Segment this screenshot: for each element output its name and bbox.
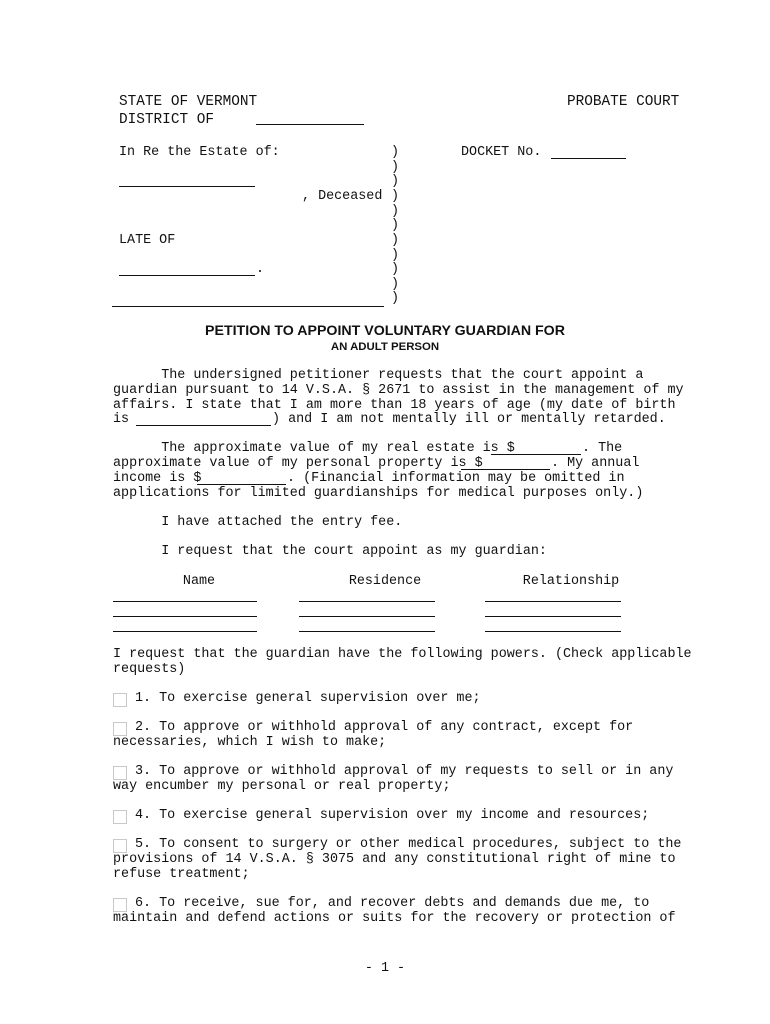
state-heading: STATE OF VERMONT: [119, 94, 258, 110]
paren: ): [391, 145, 400, 160]
entry-fee-statement: I have attached the entry fee.: [113, 515, 403, 530]
power-4-checkbox[interactable]: [113, 810, 127, 824]
appoint-statement: I request that the court appoint as my guardian:: [113, 544, 547, 559]
power-4-text: 4. To exercise general supervision over my income and resources;: [135, 808, 650, 823]
birthdate-blank[interactable]: [136, 425, 271, 426]
para1-line4-start: is: [113, 412, 130, 427]
para1-line3: affairs. I state that I am more than 18 years of age (my date of birth: [113, 398, 676, 413]
power-5-text: refuse treatment;: [113, 867, 250, 882]
power-6-text: maintain and defend actions or suits for the recovery or protection of: [113, 911, 676, 926]
power-2-text: necessaries, which I wish to make;: [113, 735, 387, 750]
para2-line3-end: . (Financial information may be omitted in: [287, 471, 625, 486]
paren: ): [391, 233, 400, 248]
guardian-residence-blank[interactable]: [299, 631, 435, 632]
power-5-text: 5. To consent to surgery or other medical procedures, subject to the: [135, 837, 682, 852]
late-of-label: LATE OF: [119, 233, 176, 248]
power-2-text: 2. To approve or withhold approval of any contract, except for: [135, 720, 634, 735]
para2-line3-start: income is $: [113, 471, 202, 486]
para1-line4-end: ) and I am not mentally ill or mentally retarded.: [272, 412, 666, 427]
paren: ): [391, 174, 400, 189]
personal-property-blank[interactable]: [461, 469, 550, 470]
para1-line1: The undersigned petitioner requests that the court appoint a: [113, 368, 644, 383]
power-2-checkbox[interactable]: [113, 722, 127, 736]
column-header-name: Name: [182, 574, 216, 589]
guardian-residence-blank[interactable]: [299, 601, 435, 602]
district-label: DISTRICT OF: [119, 112, 214, 128]
para1-line2: guardian pursuant to 14 V.S.A. § 2671 to assist in the management of my: [113, 383, 684, 398]
real-estate-blank[interactable]: [491, 454, 581, 455]
guardian-name-blank[interactable]: [113, 616, 257, 617]
powers-intro-line2: requests): [113, 662, 186, 677]
paren: ): [391, 218, 400, 233]
petition-title: PETITION TO APPOINT VOLUNTARY GUARDIAN FOR: [205, 323, 565, 339]
power-5-text: provisions of 14 V.S.A. § 3075 and any constitutional right of mine to: [113, 852, 676, 867]
guardian-residence-blank[interactable]: [299, 616, 435, 617]
power-1-checkbox[interactable]: [113, 693, 127, 707]
paren: ): [391, 248, 400, 263]
power-1-text: 1. To exercise general supervision over me;: [135, 691, 481, 706]
para2-line1-end: . The: [582, 441, 623, 456]
late-of-blank[interactable]: [119, 275, 255, 276]
power-6-text: 6. To receive, sue for, and recover debts and demands due me, to: [135, 896, 650, 911]
guardian-name-blank[interactable]: [113, 631, 257, 632]
power-3-text: 3. To approve or withhold approval of my requests to sell or in any: [135, 764, 674, 779]
in-re-label: In Re the Estate of:: [119, 145, 280, 160]
guardian-relationship-blank[interactable]: [485, 601, 621, 602]
docket-label: DOCKET No.: [461, 145, 542, 160]
court-heading: PROBATE COURT: [567, 94, 680, 110]
docket-blank[interactable]: [551, 158, 626, 159]
caption-bottom-rule: [112, 306, 384, 307]
para2-line4: applications for limited guardianships for medical purposes only.): [113, 486, 644, 501]
paren: ): [391, 189, 400, 204]
guardian-name-blank[interactable]: [113, 601, 257, 602]
paren: ): [391, 204, 400, 219]
estate-name-blank[interactable]: [119, 186, 255, 187]
guardian-relationship-blank[interactable]: [485, 631, 621, 632]
paren: ): [391, 277, 400, 292]
para2-line2-start: approximate value of my personal property is $: [113, 456, 483, 471]
para2-line1-start: The approximate value of my real estate is $: [113, 441, 515, 456]
powers-intro-line1: I request that the guardian have the following powers. (Check applicable: [113, 647, 692, 662]
paren: ): [391, 291, 400, 306]
district-blank[interactable]: [256, 124, 364, 125]
income-blank[interactable]: [197, 484, 286, 485]
page-number: - 1 -: [364, 961, 406, 976]
power-6-checkbox[interactable]: [113, 898, 127, 912]
para2-line2-end: . My annual: [551, 456, 640, 471]
column-header-residence: Residence: [348, 574, 422, 589]
column-header-relationship: Relationship: [522, 574, 620, 589]
guardian-relationship-blank[interactable]: [485, 616, 621, 617]
deceased-label: , Deceased: [302, 189, 383, 204]
paren: ): [391, 160, 400, 175]
petition-subtitle: AN ADULT PERSON: [330, 341, 440, 353]
paren: ): [391, 262, 400, 277]
late-of-period: .: [256, 262, 265, 277]
power-5-checkbox[interactable]: [113, 839, 127, 853]
power-3-checkbox[interactable]: [113, 766, 127, 780]
power-3-text: way encumber my personal or real property;: [113, 779, 451, 794]
